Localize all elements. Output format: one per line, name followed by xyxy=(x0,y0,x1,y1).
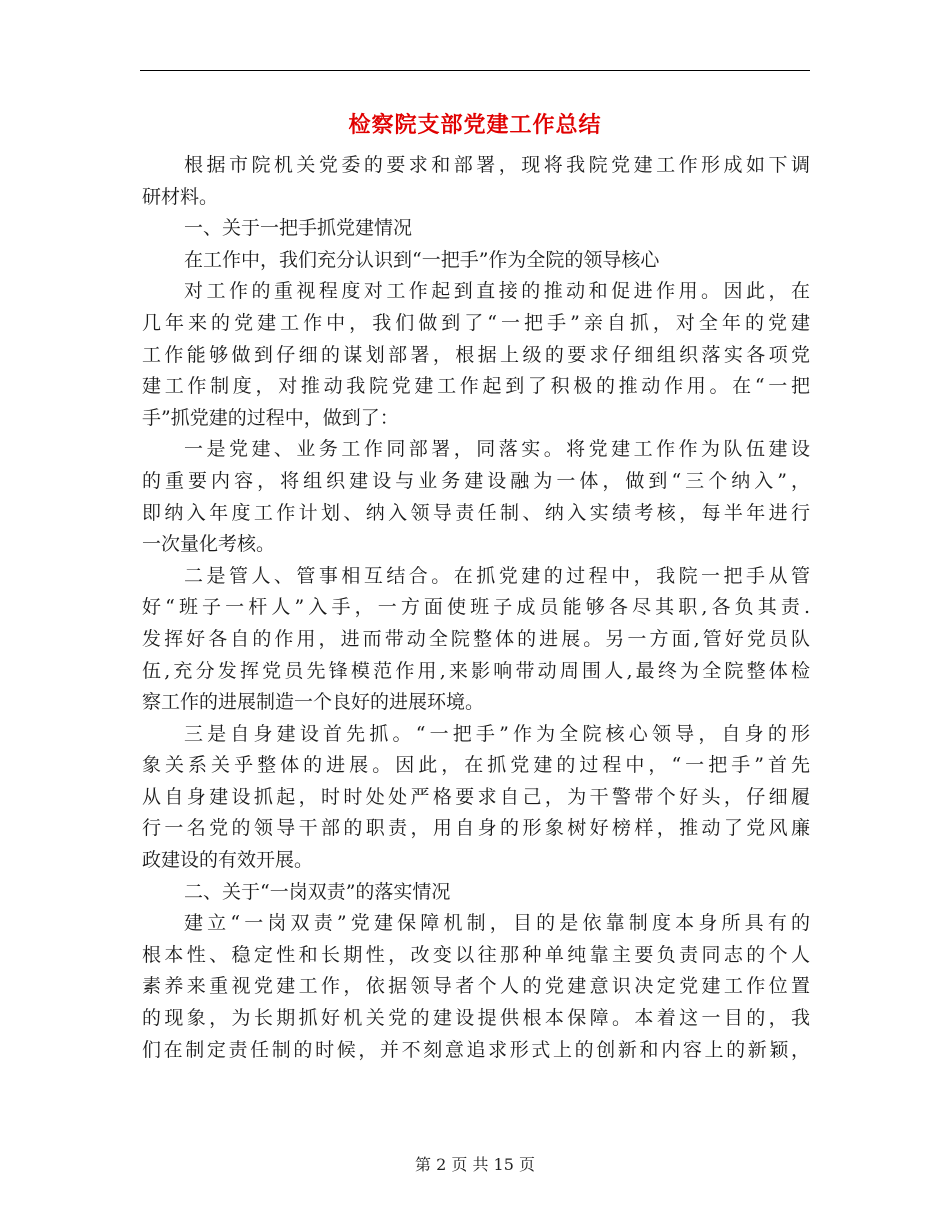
text-line: 几年来的党建工作中，我们做到了“一把手”亲自抓，对全年的党建 xyxy=(142,311,810,334)
text-line: 即纳入年度工作计划、纳入领导责任制、纳入实绩考核，每半年进行 xyxy=(142,501,810,524)
text-line: 二是管人、管事相互结合。在抓党建的过程中，我院一把手从管 xyxy=(184,564,810,587)
text-line: 的重要内容，将组织建设与业务建设融为一体，做到“三个纳入”， xyxy=(142,469,810,492)
text-line: 的现象，为长期抓好机关党的建设提供根本保障。本着这一目的，我 xyxy=(142,1007,810,1030)
text-line: 从自身建设抓起，时时处处严格要求自己，为干警带个好头，仔细履 xyxy=(142,785,810,808)
text-line: 行一名党的领导干部的职责，用自身的形象树好榜样，推动了党风廉 xyxy=(142,817,810,840)
text-line: 对工作的重视程度对工作起到直接的推动和促进作用。因此，在 xyxy=(184,280,810,303)
text-line: 象关系关乎整体的进展。因此，在抓党建的过程中，“一把手”首先 xyxy=(142,754,810,777)
text-line: 工作能够做到仔细的谋划部署，根据上级的要求仔细组织落实各项党 xyxy=(142,343,810,366)
text-line: 在工作中，我们充分认识到“一把手”作为全院的领导核心 xyxy=(184,248,660,271)
text-line: 三是自身建设首先抓。“一把手”作为全院核心领导，自身的形 xyxy=(184,722,810,745)
text-line: 研材料。 xyxy=(142,185,219,208)
text-line: 手”抓党建的过程中，做到了： xyxy=(142,406,399,429)
text-line: 好“班子一杆人”入手，一方面使班子成员能够各尽其职,各负其责. xyxy=(142,596,810,619)
text-line: 一次量化考核。 xyxy=(142,533,276,556)
text-line: 一、关于一把手抓党建情况 xyxy=(184,217,413,240)
text-line: 建立“一岗双责”党建保障机制，目的是依靠制度本身所具有的 xyxy=(184,912,810,935)
text-line: 素养来重视党建工作，依据领导者个人的党建意识决定党建工作位置 xyxy=(142,975,810,998)
document-title: 检察院支部党建工作总结 xyxy=(348,112,602,138)
header-rule xyxy=(140,70,810,71)
text-line: 根本性、稳定性和长期性，改变以往那种单纯靠主要负责同志的个人 xyxy=(142,943,810,966)
text-line: 们在制定责任制的时候，并不刻意追求形式上的创新和内容上的新颖， xyxy=(142,1038,810,1061)
text-line: 政建设的有效开展。 xyxy=(142,849,314,872)
page-number: 第 2 页 共 15 页 xyxy=(415,1155,535,1174)
text-line: 一是党建、业务工作同部署，同落实。将党建工作作为队伍建设 xyxy=(184,438,810,461)
text-line: 伍,充分发挥党员先锋模范作用,来影响带动周围人,最终为全院整体检 xyxy=(142,659,810,682)
text-line: 发挥好各自的作用，进而带动全院整体的进展。另一方面,管好党员队 xyxy=(142,627,810,650)
document-body xyxy=(142,150,810,1066)
text-line: 建工作制度，对推动我院党建工作起到了积极的推动作用。在“一把 xyxy=(142,375,810,398)
text-line: 二、关于“一岗双责”的落实情况 xyxy=(184,880,451,903)
text-line: 根据市院机关党委的要求和部署，现将我院党建工作形成如下调 xyxy=(184,154,810,176)
text-line: 察工作的进展制造一个良好的进展环境。 xyxy=(142,691,485,714)
